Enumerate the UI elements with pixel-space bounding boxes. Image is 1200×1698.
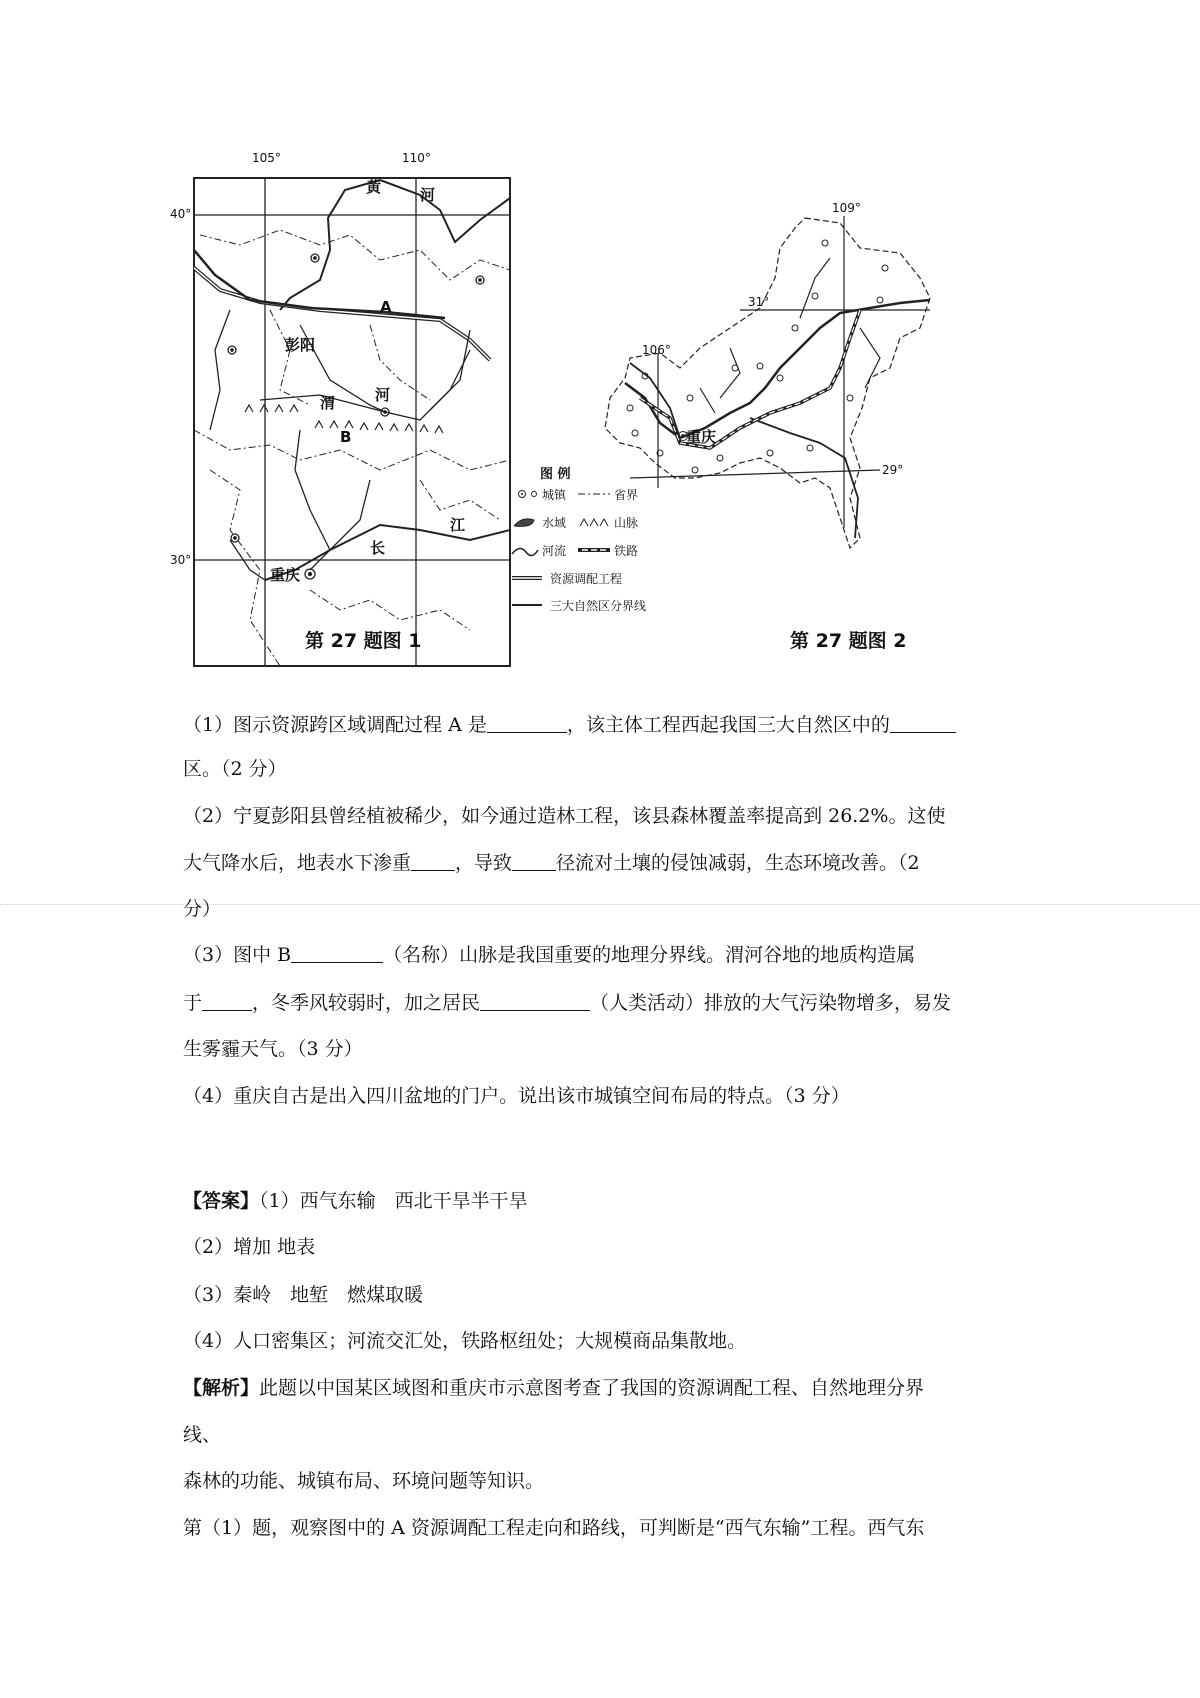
map-frame: [194, 178, 510, 666]
lat-label-40: 40°: [170, 207, 192, 221]
label-point-b: B: [340, 428, 352, 446]
label-chongqing: 重庆: [270, 566, 301, 584]
legend-title: 图 例: [540, 467, 571, 482]
legend-river: 河流: [542, 544, 567, 558]
legend-railway: 铁路: [614, 544, 639, 558]
lat-label-30: 30°: [170, 553, 192, 567]
answer-line-1: 【答案】（1）西气东输 西北干旱半干旱: [183, 1190, 528, 1212]
resource-project-line: [194, 268, 490, 360]
figure-2-map: [600, 198, 960, 558]
figure-1-caption: 第 27 题图 1: [305, 630, 422, 652]
answer-line-3: （3）秦岭 地堑 燃煤取暖: [183, 1284, 424, 1306]
label-yangtze-2: 江: [450, 516, 466, 534]
railway-line: [194, 250, 445, 318]
legend-mountain: 山脉: [614, 516, 639, 530]
lat-label-31: 31°: [748, 295, 770, 309]
analysis-line-2: 线、: [183, 1424, 222, 1446]
answer-line-4: （4）人口密集区；河流交汇处，铁路枢纽处；大规模商品集散地。: [183, 1330, 747, 1352]
label-pengyang: 彭阳: [285, 336, 316, 354]
question-2-line-3: 分）: [183, 898, 222, 920]
question-1-line-2: 区。（2 分）: [183, 758, 287, 780]
answer-blank-q3-1[interactable]: [291, 944, 383, 963]
answer-blank-q2-2[interactable]: [512, 852, 556, 871]
answer-blank-q2-1[interactable]: [411, 852, 455, 871]
label-wei-river-2: 河: [375, 386, 391, 404]
question-4: （4）重庆自古是出入四川盆地的门户。说出该市城镇空间布局的特点。（3 分）: [183, 1085, 850, 1107]
answer-label: 【答案】: [183, 1190, 260, 1212]
label-yellow-river-2: 河: [420, 186, 436, 204]
label-point-a: A: [380, 298, 392, 316]
answer-blank-q1-2[interactable]: [890, 714, 956, 733]
label-wei-river-1: 渭: [320, 394, 336, 412]
lat-label-29: 29°: [882, 463, 904, 477]
lon-label-106: 106°: [642, 343, 671, 357]
page-divider: [0, 904, 1200, 905]
label-chongqing-city: 重庆: [686, 428, 717, 446]
question-1-line-1: （1）图示资源跨区域调配过程 A 是 ，该主体工程西起我国三大自然区中的: [183, 712, 956, 738]
answer-blank-q3-3[interactable]: [480, 992, 590, 1011]
answer-blank-q3-2[interactable]: [202, 992, 252, 1011]
question-3-line-3: 生雾霾天气。（3 分）: [183, 1038, 363, 1060]
legend-province-border: 省界: [614, 488, 639, 502]
label-yangtze-1: 长: [370, 539, 386, 557]
legend-resource-project: 资源调配工程: [550, 572, 623, 586]
legend-water: 水域: [542, 516, 567, 530]
lon-label-105: 105°: [252, 151, 281, 165]
figure-2-caption: 第 27 题图 2: [790, 630, 907, 652]
label-yellow-river-1: 黄: [366, 178, 382, 196]
question-3-line-1: （3）图中 B （名称）山脉是我国重要的地理分界线。渭河谷地的地质构造属: [183, 944, 916, 966]
question-2-line-2: 大气降水后，地表水下渗重 ，导致 径流对土壤的侵蚀减弱，生态环境改善。（2: [183, 852, 920, 874]
analysis-label: 【解析】: [183, 1377, 260, 1399]
railway-line: [640, 310, 860, 448]
answer-line-2: （2）增加 地表: [183, 1236, 316, 1258]
lon-label-109: 109°: [832, 201, 861, 215]
legend-city: 城镇: [542, 488, 567, 502]
legend-natural-zone-boundary: 三大自然区分界线: [550, 599, 647, 613]
analysis-line-4: 第（1）题，观察图中的 A 资源调配工程走向和路线，可判断是“西气东输”工程。西气东: [183, 1517, 925, 1539]
yellow-river: [280, 180, 510, 310]
analysis-line-3: 森林的功能、城镇布局、环境问题等知识。: [183, 1470, 545, 1492]
question-2-line-1: （2）宁夏彭阳县曾经植被稀少，如今通过造林工程，该县森林覆盖率提高到 26.2%。这使: [183, 805, 946, 827]
answer-blank-q1-1[interactable]: [487, 714, 567, 733]
analysis-line-1: 【解析】此题以中国某区域图和重庆市示意图考查了我国的资源调配工程、自然地理分界: [183, 1377, 925, 1399]
lon-label-110: 110°: [402, 151, 431, 165]
question-3-line-2: 于 ，冬季风较弱时，加之居民 （人类活动）排放的大气污染物增多，易发: [183, 992, 952, 1014]
